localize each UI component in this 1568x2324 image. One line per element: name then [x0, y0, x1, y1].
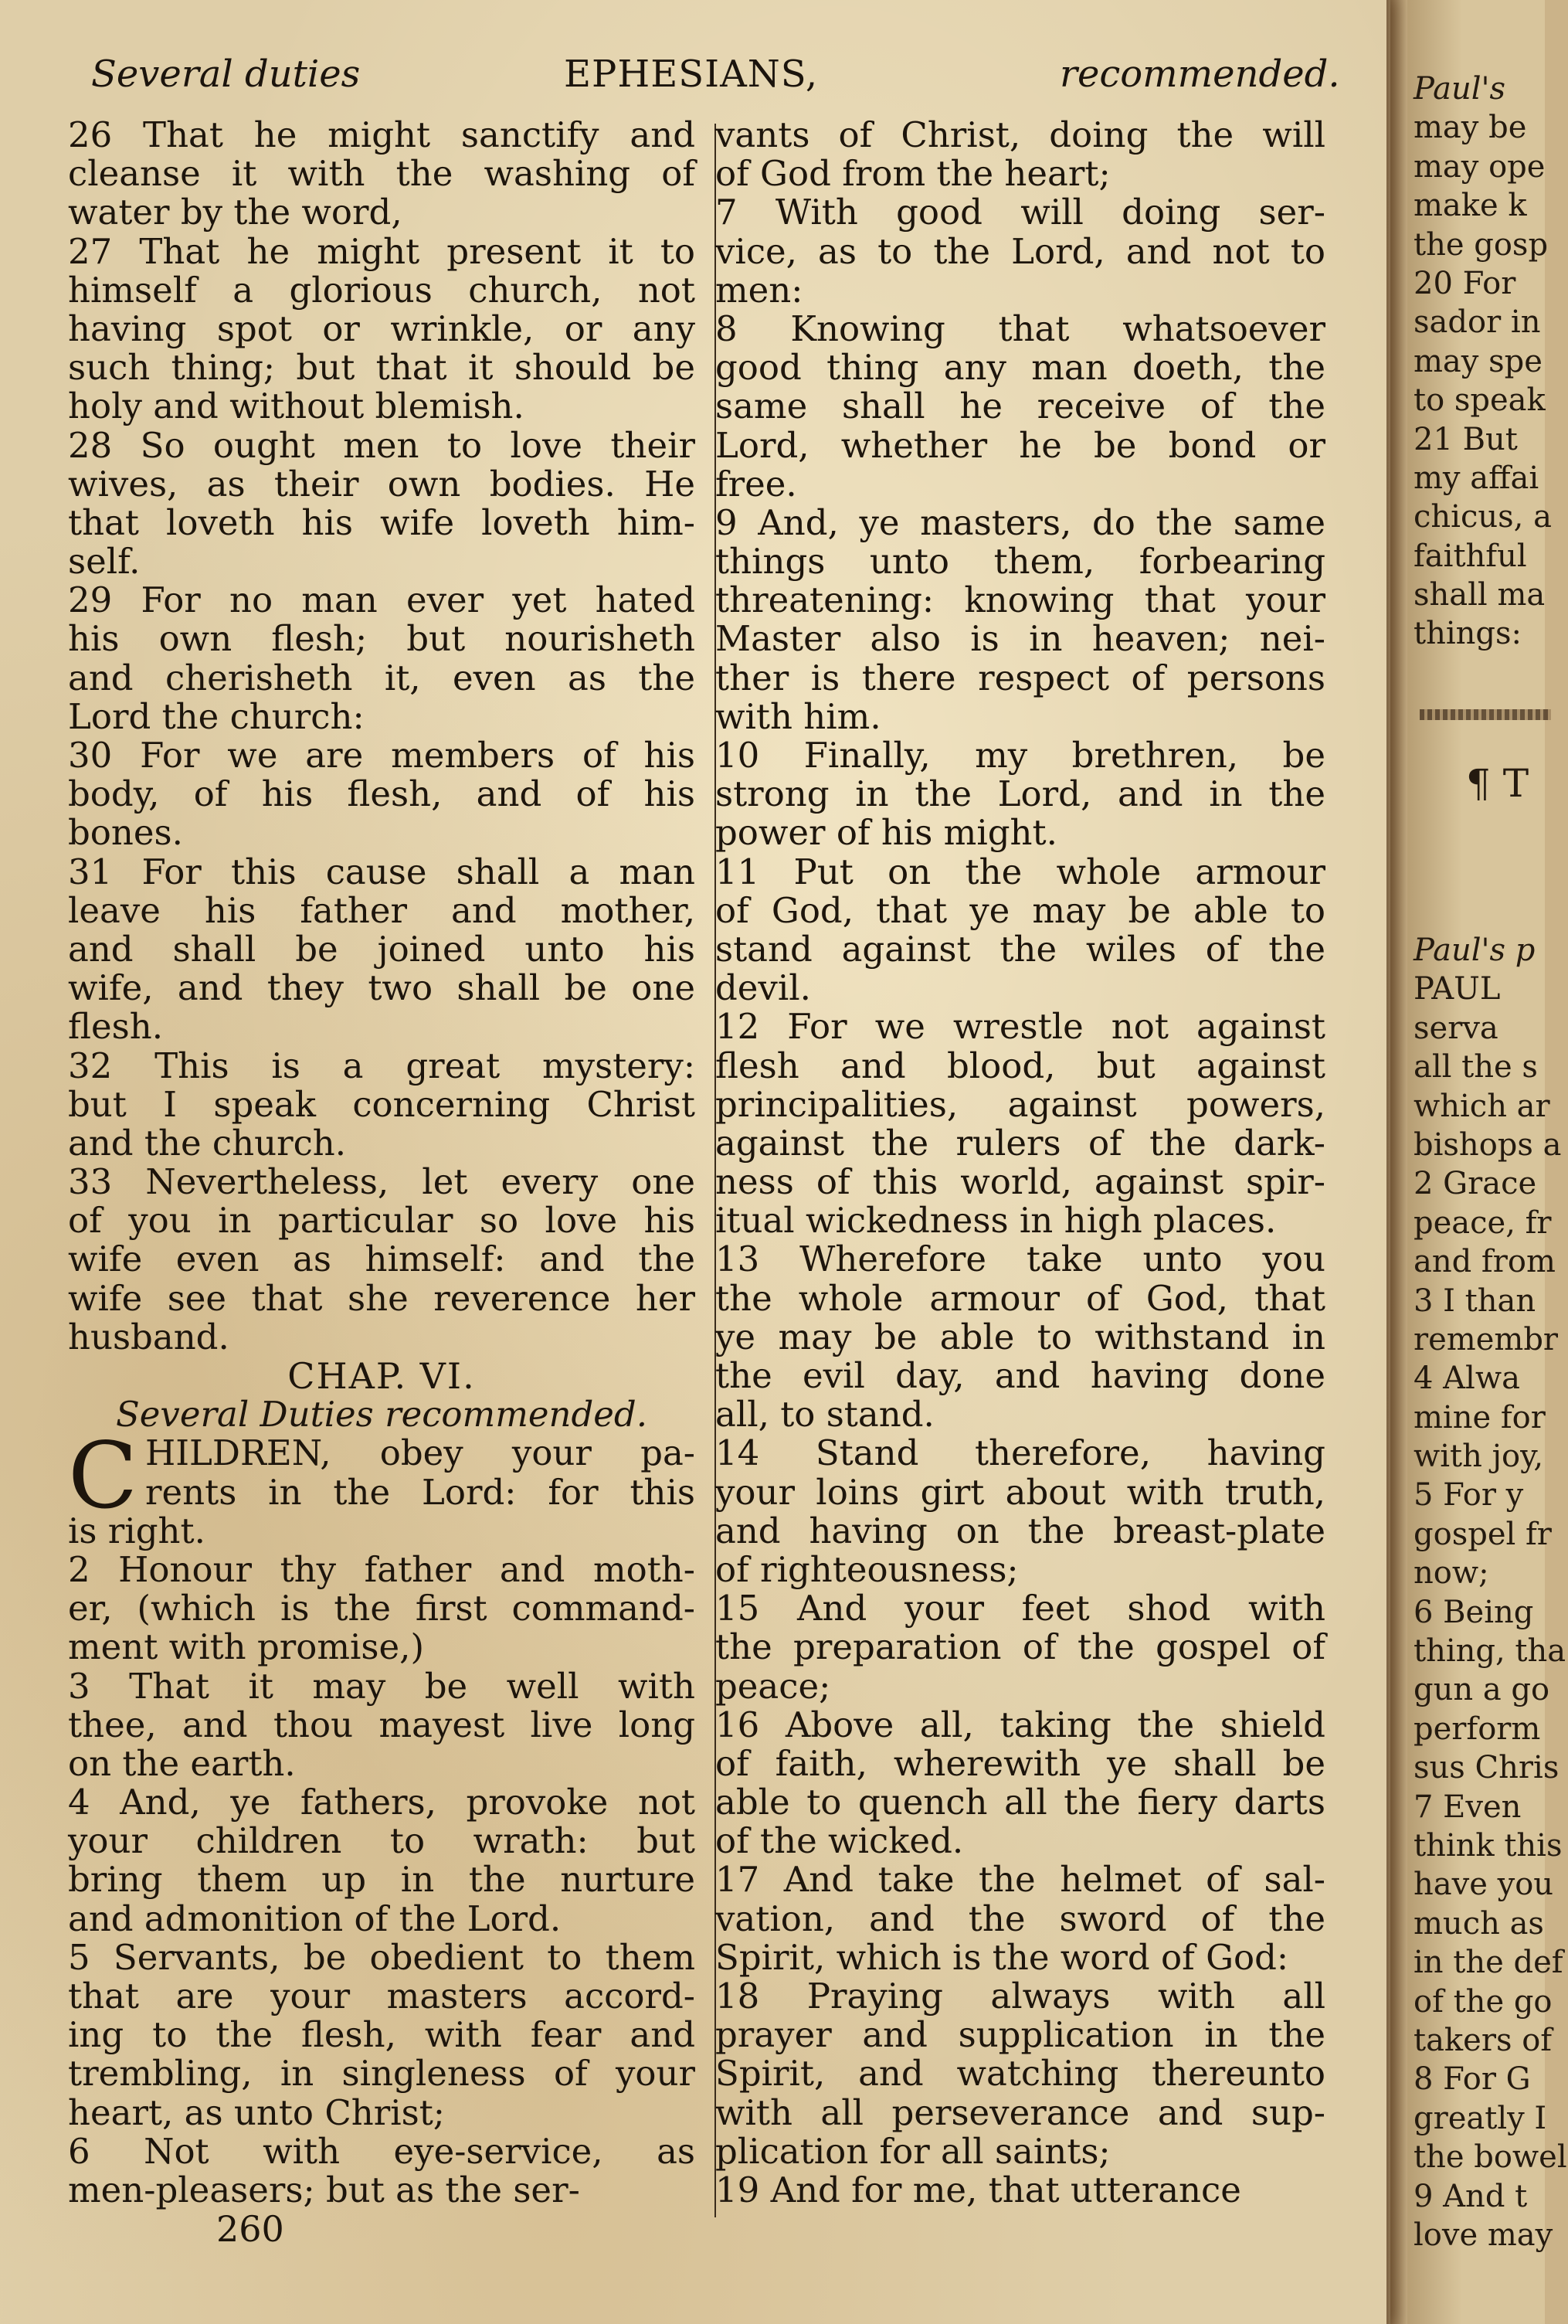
text-line: ness of this world, against spir-: [715, 1161, 1325, 1203]
facing-text-line: 21 But: [1414, 421, 1518, 457]
text-line: 13 Wherefore take unto you: [715, 1238, 1325, 1280]
text-line: same shall he receive of the: [715, 386, 1325, 427]
text-line: things unto them, forbearing: [715, 541, 1325, 583]
text-line: the preparation of the gospel of: [715, 1626, 1325, 1668]
text-line: water by the word,: [68, 192, 402, 233]
facing-text-line: takers of: [1414, 2022, 1553, 2058]
text-line: that loveth his wife loveth him-: [68, 501, 695, 543]
drop-cap: C: [68, 1422, 138, 1529]
left-text-column: [68, 116, 695, 2210]
text-line: 12 For we wrestle not against: [715, 1006, 1325, 1048]
text-line: stand against the wiles of the: [715, 928, 1325, 970]
text-line: 5 Servants, be obedient to them: [68, 1936, 695, 1978]
text-line: 18 Praying always with all: [715, 1976, 1325, 2017]
right-text-column: [715, 116, 1325, 2210]
text-line: that are your masters accord-: [68, 1976, 695, 2017]
facing-text-line: chicus, a: [1414, 499, 1552, 535]
text-line: the evil day, and having done: [715, 1355, 1325, 1396]
text-line: bones.: [68, 812, 183, 854]
facing-text-line: love may: [1414, 2217, 1553, 2253]
text-line: ment with promise,): [68, 1626, 425, 1668]
text-line: 7 With good will doing ser-: [715, 192, 1325, 233]
text-line: vants of Christ, doing the will: [715, 114, 1325, 155]
text-line: cleanse it with the washing of: [68, 153, 695, 195]
text-line: of God from the heart;: [715, 153, 1111, 195]
text-line: 15 And your feet shod with: [715, 1588, 1325, 1629]
text-line: having spot or wrinkle, or any: [68, 307, 695, 349]
facing-text-line: 9 And t: [1414, 2178, 1528, 2214]
text-line: 32 This is a great mystery:: [68, 1045, 695, 1086]
text-line: heart, as unto Christ;: [68, 2091, 445, 2133]
text-line: 29 For no man ever yet hated: [68, 579, 695, 621]
text-line: 14 Stand therefore, having: [715, 1432, 1325, 1474]
facing-text-line: may be: [1414, 110, 1527, 146]
facing-text-line: with joy,: [1414, 1439, 1544, 1475]
text-line: 6 Not with eye-service, as: [68, 2130, 695, 2172]
text-line: and shall be joined unto his: [68, 928, 695, 970]
facing-text-line: sador in: [1414, 304, 1541, 341]
facing-text-line: to speak: [1414, 382, 1546, 419]
text-line: wife even as himself: and the: [68, 1238, 695, 1280]
running-header-right: recommended.: [1060, 53, 1340, 96]
facing-text-line: gospel fr: [1414, 1516, 1552, 1552]
ornamental-rule: [1420, 709, 1551, 720]
text-line: 19 And for me, that utterance: [715, 2169, 1241, 2210]
text-line: prayer and supplication in the: [715, 2014, 1325, 2056]
facing-text-line: all the s: [1414, 1049, 1538, 1086]
text-line: all, to stand.: [715, 1394, 935, 1436]
text-line: rents in the Lord: for this: [145, 1471, 695, 1513]
text-line: ing to the flesh, with fear and: [68, 2014, 695, 2056]
text-line: plication for all saints;: [715, 2130, 1111, 2172]
text-line: vice, as to the Lord, and not to: [715, 230, 1325, 272]
text-line: men-pleasers; but as the ser-: [68, 2169, 580, 2210]
facing-text-line: mine for: [1414, 1399, 1546, 1436]
facing-text-line: greatly I: [1414, 2100, 1547, 2136]
facing-section-header: Paul's p: [1414, 933, 1536, 968]
facing-text-line: 5 For y: [1414, 1477, 1524, 1514]
facing-text-line: have you: [1414, 1867, 1554, 1903]
facing-text-line: think this: [1414, 1827, 1563, 1864]
text-line: vation, and the sword of the: [715, 1898, 1325, 1939]
text-line: flesh.: [68, 1006, 164, 1048]
text-line: free.: [715, 463, 797, 505]
text-line: 33 Nevertheless, let every one: [68, 1161, 695, 1203]
text-line: ther is there respect of persons: [715, 657, 1325, 698]
text-line: 3 That it may be well with: [68, 1665, 695, 1707]
text-line: of the wicked.: [715, 1820, 964, 1862]
text-line: 27 That he might present it to: [68, 230, 695, 272]
text-line: able to quench all the fiery darts: [715, 1782, 1325, 1823]
text-line: threatening: knowing that your: [715, 579, 1325, 621]
text-line: 31 For this cause shall a man: [68, 851, 695, 892]
chapter-summary: Several Duties recommended.: [115, 1394, 648, 1436]
facing-text-line: thing, tha: [1414, 1633, 1566, 1670]
text-line: with him.: [715, 695, 881, 737]
facing-text-line: PAUL: [1414, 971, 1501, 1007]
text-line: of God, that ye may be able to: [715, 889, 1325, 931]
facing-text-line: perform: [1414, 1711, 1541, 1747]
text-line: principalities, against powers,: [715, 1083, 1325, 1125]
facing-text-line: 3 I than: [1414, 1283, 1536, 1319]
text-line: wife see that she reverence her: [68, 1277, 695, 1319]
facing-text-line: 8 For G: [1414, 2061, 1531, 2098]
facing-text-line: 20 For: [1414, 265, 1516, 301]
text-line: power of his might.: [715, 812, 1057, 854]
text-line: Spirit, and watching thereunto: [715, 2053, 1325, 2095]
facing-text-line: 7 Even: [1414, 1789, 1522, 1825]
text-line: his own flesh; but nourisheth: [68, 618, 695, 660]
text-line: 26 That he might sanctify and: [68, 114, 695, 155]
text-line: flesh and blood, but against: [715, 1045, 1325, 1086]
text-line: Spirit, which is the word of God:: [715, 1936, 1289, 1978]
facing-text-line: which ar: [1414, 1088, 1550, 1124]
text-line: of righteousness;: [715, 1548, 1019, 1590]
text-line: husband.: [68, 1316, 229, 1357]
text-line: himself a glorious church, not: [68, 269, 695, 311]
book-gutter: [1386, 0, 1410, 2324]
text-line: self.: [68, 541, 141, 583]
text-line: and cherisheth it, even as the: [68, 657, 695, 698]
chapter-heading: CHAP. VI.: [287, 1355, 476, 1397]
facing-page-bottom-text: [1414, 931, 1568, 2254]
text-line: leave his father and mother,: [68, 889, 695, 931]
text-line: Lord, whether he be bond or: [715, 424, 1325, 466]
facing-text-line: my affai: [1414, 460, 1539, 496]
text-line: trembling, in singleness of your: [68, 2053, 695, 2095]
facing-text-line: remembr: [1414, 1321, 1559, 1357]
text-line: thee, and thou mayest live long: [68, 1704, 695, 1745]
facing-text-line: the gosp: [1414, 226, 1549, 263]
text-line: and the church.: [68, 1122, 347, 1164]
text-line: on the earth.: [68, 1742, 296, 1784]
text-line: 10 Finally, my brethren, be: [715, 735, 1325, 776]
text-line: 30 For we are members of his: [68, 735, 695, 776]
text-line: men:: [715, 269, 803, 311]
facing-text-line: much as: [1414, 1905, 1544, 1942]
text-line: holy and without blemish.: [68, 386, 524, 427]
text-line: 11 Put on the whole armour: [715, 851, 1325, 892]
text-line: and admonition of the Lord.: [68, 1898, 562, 1939]
facing-page-top-text: [1414, 70, 1568, 654]
text-line: good thing any man doeth, the: [715, 347, 1325, 389]
text-line: 8 Knowing that whatsoever: [715, 307, 1325, 349]
text-line: er, (which is the first command-: [68, 1588, 695, 1629]
text-line: 17 And take the helmet of sal-: [715, 1859, 1325, 1901]
text-line: is right.: [68, 1510, 205, 1551]
facing-text-line: and from: [1414, 1244, 1556, 1280]
facing-text-line: peace, fr: [1414, 1204, 1552, 1241]
text-line: Master also is in heaven; nei-: [715, 618, 1325, 660]
text-line: 2 Honour thy father and moth-: [68, 1548, 695, 1590]
facing-text-line: things:: [1414, 616, 1522, 652]
text-line: against the rulers of the dark-: [715, 1122, 1325, 1164]
text-line: devil.: [715, 967, 811, 1009]
text-line: body, of his flesh, and of his: [68, 773, 695, 815]
facing-text-line: 2 Grace: [1414, 1166, 1537, 1202]
facing-text-line: in the def: [1414, 1945, 1563, 1981]
text-line: 16 Above all, taking the shield: [715, 1704, 1325, 1745]
facing-page-pilcrow: ¶ T: [1466, 761, 1529, 806]
text-line: itual wickedness in high places.: [715, 1200, 1277, 1242]
text-line: strong in the Lord, and in the: [715, 773, 1325, 815]
text-line: wives, as their own bodies. He: [68, 463, 695, 505]
text-line: of faith, wherewith ye shall be: [715, 1742, 1325, 1784]
facing-page-header: Paul's: [1414, 71, 1506, 107]
facing-text-line: sus Chris: [1414, 1750, 1560, 1786]
text-line: HILDREN, obey your pa-: [145, 1432, 695, 1474]
text-line: peace;: [715, 1665, 831, 1707]
facing-text-line: now;: [1414, 1555, 1489, 1592]
facing-text-line: bishops a: [1414, 1126, 1562, 1163]
facing-text-line: may spe: [1414, 343, 1543, 379]
running-header-book: EPHESIANS,: [564, 53, 819, 96]
facing-text-line: faithful: [1414, 538, 1527, 574]
facing-text-line: 4 Alwa: [1414, 1361, 1520, 1397]
facing-text-line: the bowel: [1414, 2139, 1567, 2176]
text-line: 28 So ought men to love their: [68, 424, 695, 466]
text-line: and having on the breast-plate: [715, 1510, 1325, 1551]
text-line: Lord the church:: [68, 695, 365, 737]
facing-text-line: make k: [1414, 188, 1527, 224]
text-line: wife, and they two shall be one: [68, 967, 695, 1009]
facing-text-line: may ope: [1414, 148, 1546, 185]
page-number: 260: [216, 2208, 284, 2250]
text-line: of you in particular so love his: [68, 1200, 695, 1242]
facing-text-line: 6 Being: [1414, 1594, 1534, 1630]
facing-text-line: of the go: [1414, 1983, 1553, 2020]
text-line: bring them up in the nurture: [68, 1859, 695, 1901]
text-line: your loins girt about with truth,: [715, 1471, 1325, 1513]
facing-text-line: serva: [1414, 1010, 1498, 1046]
facing-text-line: gun a go: [1414, 1672, 1550, 1708]
text-line: but I speak concerning Christ: [68, 1083, 695, 1125]
text-line: ye may be able to withstand in: [715, 1316, 1325, 1357]
text-line: with all perseverance and sup-: [715, 2091, 1325, 2133]
running-header-left: Several duties: [91, 53, 361, 96]
facing-text-line: shall ma: [1414, 577, 1546, 613]
text-line: such thing; but that it should be: [68, 347, 695, 389]
text-line: the whole armour of God, that: [715, 1277, 1325, 1319]
text-line: 4 And, ye fathers, provoke not: [68, 1782, 695, 1823]
text-line: 9 And, ye masters, do the same: [715, 501, 1325, 543]
text-line: your children to wrath: but: [68, 1820, 695, 1862]
